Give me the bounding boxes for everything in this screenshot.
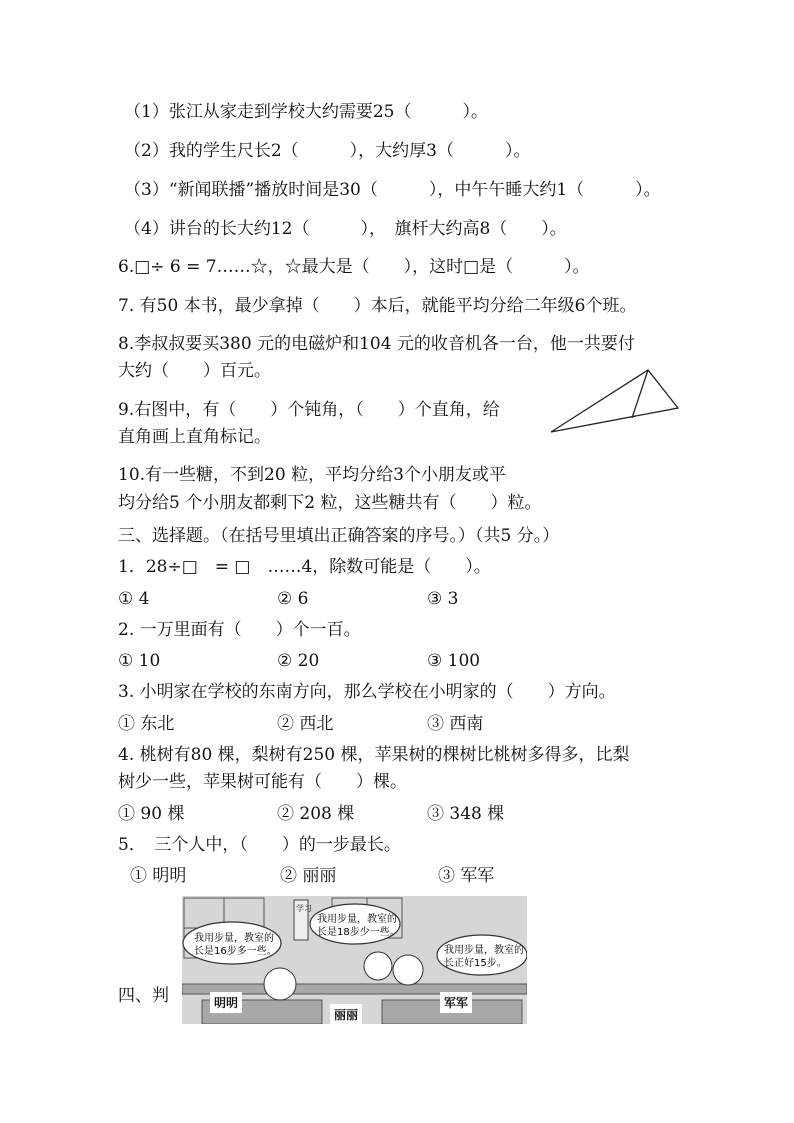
bubble-1-line-2: 长是16步多一些。 [194, 946, 277, 957]
question-10-line-2: 均分给5 个小朋友都剩下2 粒，这些糖共有（ ）粒。 [118, 493, 542, 513]
kid-mingming [264, 968, 296, 1000]
choice-5-option-1: ① 明明 [130, 866, 187, 886]
wall-poster-text: 学习 [296, 904, 312, 913]
choice-3-option-2: ② 西北 [277, 714, 334, 734]
name-tag-junjun: 军军 [440, 992, 472, 1013]
bubble-3-line-1: 我用步量，教室的 [444, 945, 524, 956]
choice-question-1: 1．28÷□ = □ ……4，除数可能是（ ）。 [118, 557, 491, 577]
choice-3-option-3: ③ 西南 [427, 714, 484, 734]
question-7: 7. 有50 本书，最少拿掉（ ）本后，就能平均分给二年级6个班。 [118, 296, 637, 316]
question-9-line-1: 9.右图中，有（ ）个钝角，（ ）个直角，给 [118, 400, 500, 420]
question-9-line-2: 直角画上直角标记。 [118, 427, 271, 447]
name-tag-mingming: 明明 [210, 992, 242, 1013]
bubble-2-line-2: 长是18步少一些。 [317, 927, 400, 938]
choice-question-2: 2. 一万里面有（ ）个一百。 [118, 620, 361, 640]
choice-question-4-line-2: 树少一些，苹果树可能有（ ）棵。 [118, 772, 407, 792]
choice-2-option-2: ② 20 [277, 651, 320, 671]
bubble-3-line-2: 长正好15步。 [444, 958, 507, 969]
question-10-line-1: 10.有一些糖，不到20 粒，平均分给3个小朋友或平 [118, 465, 506, 485]
kid-junjun [393, 955, 423, 985]
bubble-2-line-1: 我用步量，教室的 [317, 914, 397, 925]
choice-question-3: 3. 小明家在学校的东南方向，那么学校在小明家的（ ）方向。 [118, 682, 616, 702]
section-heading-judge-partial: 四、判 [118, 986, 169, 1006]
section-heading-choice: 三、选择题。（在括号里填出正确答案的序号。）（共5 分。） [118, 526, 560, 546]
choice-5-option-3: ③ 军军 [438, 866, 495, 886]
choice-5-option-2: ② 丽丽 [280, 866, 337, 886]
triangle-outline [551, 370, 678, 432]
choice-2-option-1: ① 10 [118, 651, 161, 671]
classroom-cartoon [182, 896, 527, 1024]
choice-question-5: 5． 三个人中，（ ）的一步最长。 [118, 835, 401, 855]
choice-3-option-1: ① 东北 [118, 714, 175, 734]
question-8-line-1: 8.李叔叔要买380 元的电磁炉和104 元的收音机各一台，他一共要付 [118, 334, 635, 354]
question-6: 6.□÷ 6 = 7……☆，☆最大是（ ），这时□是（ ）。 [118, 257, 590, 277]
bubble-1-line-1: 我用步量，教室的 [194, 933, 274, 944]
fill-item-2: （2）我的学生尺长2（ ），大约厚3（ ）。 [124, 141, 531, 161]
choice-4-option-1: ① 90 棵 [118, 804, 185, 824]
triangle-inner-line [632, 370, 648, 418]
choice-4-option-2: ② 208 棵 [277, 804, 355, 824]
name-tag-lili: 丽丽 [330, 1004, 362, 1024]
choice-4-option-3: ③ 348 棵 [427, 804, 505, 824]
choice-1-option-2: ② 6 [277, 589, 309, 609]
question-8-line-2: 大约（ ）百元。 [118, 361, 271, 381]
choice-1-option-3: ③ 3 [427, 589, 459, 609]
fill-item-1: （1）张江从家走到学校大约需要25（ ）。 [124, 102, 488, 122]
fill-item-4: （4）讲台的长大约12（ ）， 旗杆大约高8（ ）。 [124, 219, 567, 239]
fill-item-3: （3）“新闻联播”播放时间是30（ ），中午午睡大约1（ ）。 [124, 180, 661, 200]
triangle-figure [548, 366, 680, 436]
choice-2-option-3: ③ 100 [427, 651, 481, 671]
choice-question-4-line-1: 4. 桃树有80 棵，梨树有250 棵，苹果树的棵树比桃树多得多，比梨 [118, 745, 630, 765]
kid-lili [364, 952, 392, 980]
choice-1-option-1: ① 4 [118, 589, 150, 609]
